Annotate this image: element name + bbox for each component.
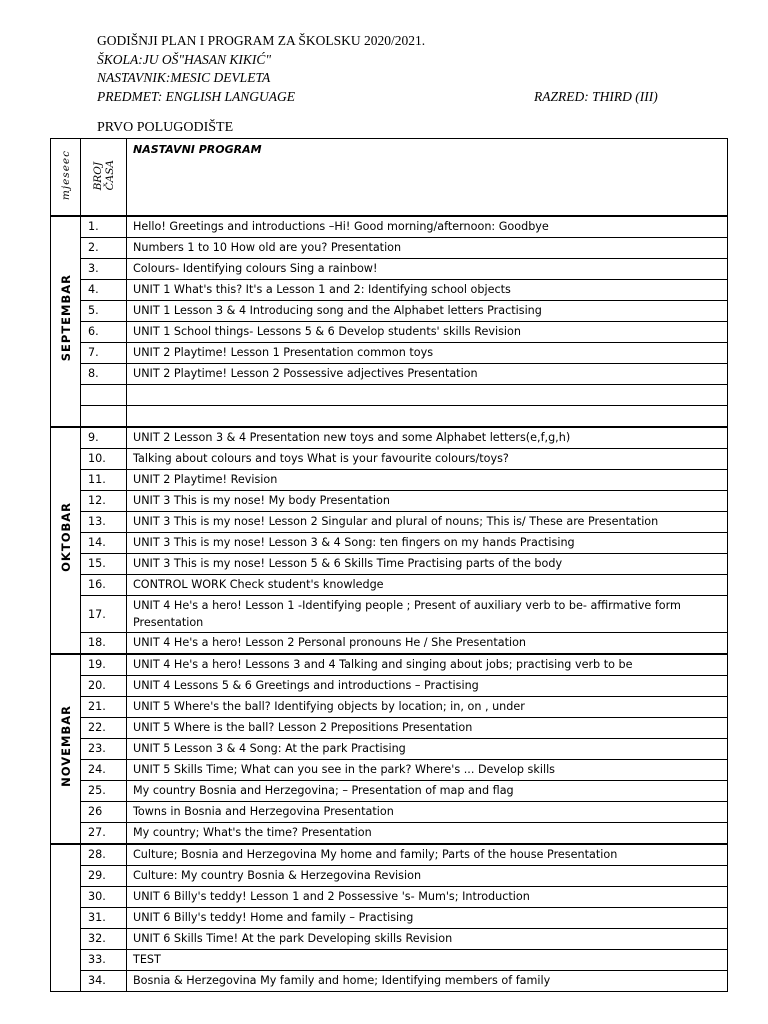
lesson-topic: UNIT 3 This is my nose! Lesson 2 Singular and plural of nouns; This is/ These are Presentation (127, 512, 728, 533)
table-row (51, 554, 728, 575)
table-row (51, 238, 728, 259)
table-row (51, 802, 728, 823)
curriculum-table (50, 138, 728, 992)
lesson-topic: Numbers 1 to 10 How old are you? Presentation (127, 238, 728, 259)
month-cell (51, 844, 81, 992)
lesson-number: 30. (81, 887, 127, 908)
table-row (51, 950, 728, 971)
table-row (51, 575, 728, 596)
document-header (97, 32, 697, 106)
lesson-topic: CONTROL WORK Check student's knowledge (127, 575, 728, 596)
lesson-number: 4. (81, 280, 127, 301)
table-row (51, 470, 728, 491)
table-row (51, 781, 728, 802)
month-cell (51, 216, 81, 427)
lesson-topic: UNIT 1 What's this? It's a Lesson 1 and 2: Identifying school objects (127, 280, 728, 301)
program-column-header: NASTAVNI PROGRAM (127, 139, 728, 217)
lesson-number (81, 406, 127, 428)
table-row (51, 259, 728, 280)
table-row (51, 406, 728, 428)
table-row (51, 929, 728, 950)
lesson-topic (127, 385, 728, 406)
lesson-number-column-header: BROJ ČASA (81, 139, 127, 217)
lesson-topic: UNIT 1 Lesson 3 & 4 Introducing song and the Alphabet letters Practising (127, 301, 728, 322)
table-row (51, 697, 728, 718)
table-row (51, 823, 728, 845)
lesson-topic: UNIT 3 This is my nose! My body Presentation (127, 491, 728, 512)
plan-title: GODIŠNJI PLAN I PROGRAM ZA ŠKOLSKU 2020/2021. (97, 33, 426, 48)
lesson-topic: Colours- Identifying colours Sing a rainbow! (127, 259, 728, 280)
lesson-topic: UNIT 6 Skills Time! At the park Developing skills Revision (127, 929, 728, 950)
month-label: OKTOBAR (58, 502, 73, 572)
semester-title: PRVO POLUGODIŠTE (97, 120, 234, 135)
lesson-topic: Bosnia & Herzegovina My family and home; Identifying members of family (127, 971, 728, 992)
table-row (51, 676, 728, 697)
lesson-number: 8. (81, 364, 127, 385)
table-row (51, 971, 728, 992)
table-row (51, 654, 728, 676)
month-label: NOVEMBAR (58, 704, 73, 787)
lesson-number: 29. (81, 866, 127, 887)
lesson-number: 28. (81, 844, 127, 866)
table-row (51, 718, 728, 739)
table-row (51, 533, 728, 554)
lesson-number: 17. (81, 596, 127, 633)
table-row (51, 216, 728, 238)
table-row (51, 908, 728, 929)
subject-line (97, 88, 697, 107)
lesson-number: 16. (81, 575, 127, 596)
lesson-number (81, 385, 127, 406)
table-row (51, 280, 728, 301)
lesson-topic: UNIT 3 This is my nose! Lesson 5 & 6 Skills Time Practising parts of the body (127, 554, 728, 575)
table-row (51, 385, 728, 406)
lesson-topic: UNIT 5 Skills Time; What can you see in the park? Where's ... Develop skills (127, 760, 728, 781)
lesson-number: 24. (81, 760, 127, 781)
month-cell (51, 654, 81, 844)
month-label: SEPTEMBAR (58, 274, 73, 362)
table-row (51, 512, 728, 533)
lesson-topic: UNIT 3 This is my nose! Lesson 3 & 4 Song: ten fingers on my hands Practising (127, 533, 728, 554)
lesson-number: 1. (81, 216, 127, 238)
subject: PREDMET: ENGLISH LANGUAGE (97, 88, 295, 104)
table-row (51, 449, 728, 470)
lesson-number: 34. (81, 971, 127, 992)
lesson-number: 6. (81, 322, 127, 343)
lesson-topic: Culture: My country Bosnia & Herzegovina Revision (127, 866, 728, 887)
lesson-topic: UNIT 4 He's a hero! Lesson 1 -Identifying people ; Present of auxiliary verb to be- affirmative form Presentation (127, 596, 728, 633)
lesson-number: 14. (81, 533, 127, 554)
lesson-number: 18. (81, 633, 127, 655)
grade: RAZRED: THIRD (III) (534, 88, 658, 104)
lesson-number: 2. (81, 238, 127, 259)
table-row (51, 633, 728, 655)
lesson-topic: Towns in Bosnia and Herzegovina Presentation (127, 802, 728, 823)
lesson-number: 7. (81, 343, 127, 364)
lesson-topic: Culture; Bosnia and Herzegovina My home and family; Parts of the house Presentation (127, 844, 728, 866)
month-column-header: mjeseec (51, 139, 81, 217)
lesson-number: 3. (81, 259, 127, 280)
lesson-number: 27. (81, 823, 127, 845)
lesson-number: 22. (81, 718, 127, 739)
lesson-number: 10. (81, 449, 127, 470)
lesson-number: 5. (81, 301, 127, 322)
lesson-topic: UNIT 2 Lesson 3 & 4 Presentation new toys and some Alphabet letters(e,f,g,h) (127, 427, 728, 449)
lesson-topic: UNIT 2 Playtime! Lesson 2 Possessive adjectives Presentation (127, 364, 728, 385)
lesson-topic: UNIT 4 Lessons 5 & 6 Greetings and introductions – Practising (127, 676, 728, 697)
table-row (51, 301, 728, 322)
lesson-topic: Hello! Greetings and introductions –Hi! Good morning/afternoon: Goodbye (127, 216, 728, 238)
table-row (51, 887, 728, 908)
table-row (51, 760, 728, 781)
lesson-topic (127, 406, 728, 428)
lesson-number: 12. (81, 491, 127, 512)
table-row (51, 427, 728, 449)
lesson-number: 20. (81, 676, 127, 697)
table-row (51, 491, 728, 512)
lesson-number: 13. (81, 512, 127, 533)
lesson-topic: UNIT 5 Lesson 3 & 4 Song: At the park Practising (127, 739, 728, 760)
lesson-number: 11. (81, 470, 127, 491)
lesson-topic: UNIT 6 Billy's teddy! Lesson 1 and 2 Possessive 's- Mum's; Introduction (127, 887, 728, 908)
table-header-row (51, 139, 728, 217)
lesson-topic: UNIT 1 School things- Lessons 5 & 6 Develop students' skills Revision (127, 322, 728, 343)
table-row (51, 343, 728, 364)
table-row (51, 844, 728, 866)
lesson-number: 26 (81, 802, 127, 823)
lesson-topic: UNIT 5 Where is the ball? Lesson 2 Prepositions Presentation (127, 718, 728, 739)
lesson-topic: UNIT 2 Playtime! Revision (127, 470, 728, 491)
lesson-number: 32. (81, 929, 127, 950)
lesson-number: 25. (81, 781, 127, 802)
lesson-topic: UNIT 6 Billy's teddy! Home and family – Practising (127, 908, 728, 929)
lesson-number: 23. (81, 739, 127, 760)
table-row (51, 364, 728, 385)
lesson-topic: UNIT 5 Where's the ball? Identifying objects by location; in, on , under (127, 697, 728, 718)
lesson-number: 31. (81, 908, 127, 929)
table-row (51, 739, 728, 760)
lesson-topic: UNIT 4 He's a hero! Lessons 3 and 4 Talking and singing about jobs; practising verb to be (127, 654, 728, 676)
table-row (51, 322, 728, 343)
lesson-topic: My country; What's the time? Presentation (127, 823, 728, 845)
lesson-number: 33. (81, 950, 127, 971)
lesson-number: 19. (81, 654, 127, 676)
teacher-name: NASTAVNIK:MESIC DEVLETA (97, 70, 271, 85)
lesson-number: 15. (81, 554, 127, 575)
lesson-number: 9. (81, 427, 127, 449)
lesson-topic: My country Bosnia and Herzegovina; – Presentation of map and flag (127, 781, 728, 802)
lesson-topic: UNIT 2 Playtime! Lesson 1 Presentation common toys (127, 343, 728, 364)
lesson-topic: UNIT 4 He's a hero! Lesson 2 Personal pronouns He / She Presentation (127, 633, 728, 655)
table-row (51, 866, 728, 887)
school-name: ŠKOLA:JU OŠ"HASAN KIKIĆ" (97, 51, 272, 67)
lesson-topic: Talking about colours and toys What is your favourite colours/toys? (127, 449, 728, 470)
lesson-number: 21. (81, 697, 127, 718)
table-row (51, 596, 728, 633)
month-cell (51, 427, 81, 654)
lesson-topic: TEST (127, 950, 728, 971)
